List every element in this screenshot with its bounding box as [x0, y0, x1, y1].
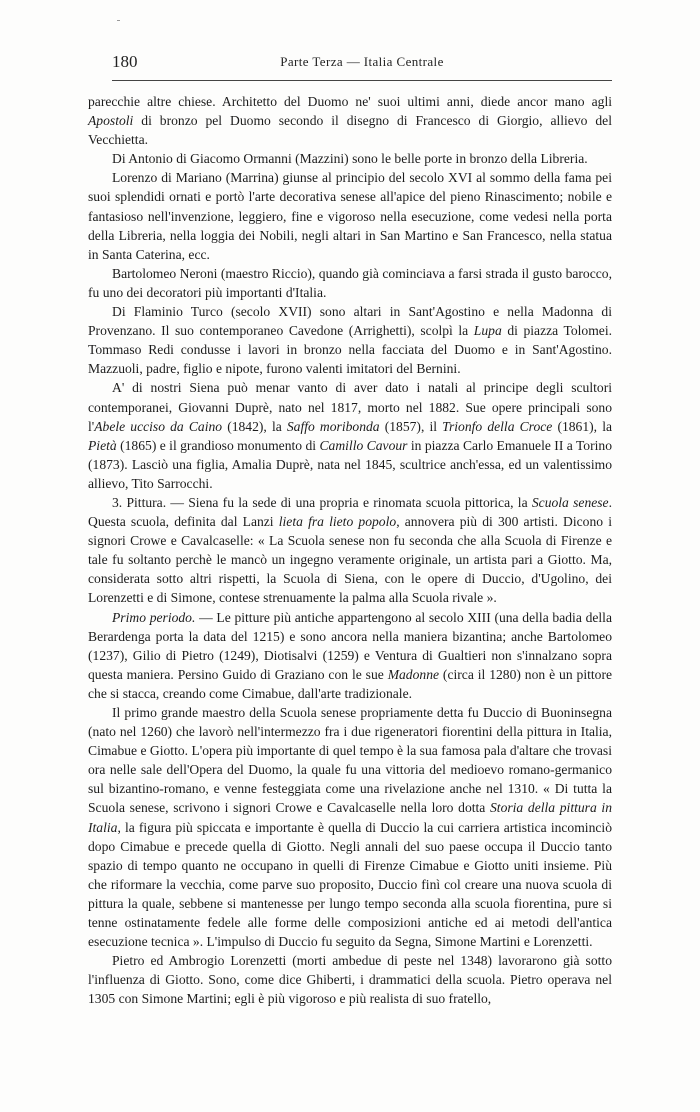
italic-title: Scuola senese [531, 494, 609, 510]
italic-title: Camillo Cavour [319, 437, 408, 453]
italic-title: Lupa [473, 323, 502, 339]
page-header [112, 52, 612, 74]
italic-title: Storia della pittura in Italia [88, 800, 612, 835]
italic-title: Saffo moribonda [286, 418, 380, 434]
paragraph: Di Flaminio Turco (secolo XVII) sono altari in Sant'Agostino e nella Madonna di Provenzano. Il suo contemporaneo Cavedone (Arrighetti), scolpì la Lupa di piazza Tolomei. Tommaso Redi condusse i lavori in bronzo nella facciata del Duomo e in Sant'Agostino. Mazzuoli, padre, figlio e nipote, furono valenti imitatori del Bernini. [88, 304, 612, 377]
page-speck [117, 20, 120, 21]
paragraph: A' di nostri Siena può menar vanto di aver dato i natali al principe degli scultori contemporanei, Giovanni Duprè, nato nel 1817, morto nel 1882. Sue opere principali sono l'Abele ucciso da Caino (1842), la Saffo moribonda (1857), il Trionfo della Croce (1861), la Pietà (1865) e il grandioso monumento di Camillo Cavour in piazza Carlo Emanuele II a Torino (1873). Lasciò una figlia, Amalia Duprè, nata nel 1845, scultrice anch'essa, ed un valentissimo allievo, Tito Sarrocchi. [88, 380, 613, 491]
header-rule [112, 80, 612, 81]
paragraph: 3. Pittura. — Siena fu la sede di una propria e rinomata scuola pittorica, la Scuola senese. Questa scuola, definita dal Lanzi lieta fra lieto popolo, annovera più di 300 artisti. Dicono i signori Crowe e Cavalcaselle: « La Scuola senese non fu seconda che alla Scuola di Firenze e tale fu soltanto perchè le mancò un ingegno veramente originale, un artista pari a Giotto. Ma, considerata sotto altri rispetti, la Scuola di Siena, con le opere di Duccio, d'Ugolino, dei Lorenzetti e di Simone, contese strenuamente la palma alla Scuola rivale ». [88, 494, 613, 606]
paragraph: Bartolomeo Neroni (maestro Riccio), quando già cominciava a farsi strada il gusto barocco, fu uno dei decoratori più importanti d'Italia. [88, 265, 612, 300]
italic-title: lieta fra lieto popolo [278, 514, 397, 530]
running-title: Parte Terza — Italia Centrale [280, 54, 444, 69]
paragraph: Il primo grande maestro della Scuola senese propriamente detta fu Duccio di Buoninsegna (nato nel 1260) che lavorò nell'intermezzo fra i due rigeneratori fiorentini della pittura in Italia, Cimabue e Giotto. L'opera più importante di quel tempo è la sua famosa pala d'altare che trovasi ora nelle sale dell'Opera del Duomo, la quale fu una vittoria del medioevo romano-germanico sul bizantino-romano, e venne festeggiata come una rivelazione anche nel 1310. « Di tutta la Scuola senese, scrivono i signori Crowe e Cavalcaselle nella loro dotta Storia della pittura in Italia, la figura più spiccata e importante è quella di Duccio la cui carriera artistica incominciò dopo Cimabue e precede quella di Giotto. Negli annali del suo paese occupa il Duccio tanto spazio di tempo quanto ne occupano in quelli di Firenze Cimabue e Giotto uniti insieme. Più che riformare la vecchia, come parve suo proposito, Duccio finì col creare una nuova scuola di pittura la quale, sebbene si mantenesse per lungo tempo seconda alla scuola fiorentina, pure si tenne ostinatamente fedele alle forme delle composizioni antiche ed ai metodi dell'antica esecuzione tecnica ». L'impulso di Duccio fu seguito da Segna, Simone Martini e Lorenzetti. [88, 705, 612, 950]
paragraph: Di Antonio di Giacomo Ormanni (Mazzini) sono le belle porte in bronzo della Libreria. [112, 151, 588, 167]
paragraph: Lorenzo di Mariano (Marrina) giunse al principio del secolo XVI al sommo della fama pei suoi splendidi ornati e portò l'arte decorativa senese all'apice del pieno Rinascimento; nobile e fantasioso nell'invenzione, leggiero, fine e vigoroso nella esecuzione, come vedesi nella porta della Libreria, nella loggia dei Nobili, negli altari in San Martino e San Francesco, nella statua in Santa Caterina, ecc. [88, 170, 612, 262]
italic-title: Pietà [88, 437, 117, 453]
italic-title: Apostoli [88, 113, 134, 129]
page-number: 180 [112, 52, 138, 71]
italic-title: Madonne [387, 666, 440, 682]
italic-title: Trionfo della Croce [442, 418, 553, 434]
paragraph: Pietro ed Ambrogio Lorenzetti (morti ambedue di peste nel 1348) lavorarono già sotto l'influenza di Giotto. Sono, come dice Ghiberti, i drammatici della scuola. Pietro operava nel 1305 con Simone Martini; egli è più vigoroso e più realista di suo fratello, [88, 953, 612, 1007]
italic-title: Primo periodo. [112, 609, 196, 625]
italic-title: Abele ucciso da Caino [94, 418, 223, 434]
paragraph: Primo periodo. — Le pitture più antiche appartengono al secolo XIII (una della badia della Berardenga porta la data del 1215) e sono ancora nella maniera bizantina; anche Bartolomeo (1237), Gilio di Pietro (1249), Diotisalvi (1259) e Ventura di Gualtieri non s'innalzano sopra questa maniera. Persino Guido di Graziano con le sue Madonne (circa il 1280) non è un pittore che si stacca, creando come Cimabue, dall'arte tradizionale. [88, 609, 613, 701]
body-text [88, 92, 612, 1009]
paragraph: parecchie altre chiese. Architetto del Duomo ne' suoi ultimi anni, diede ancor mano agli Apostoli di bronzo pel Duomo secondo il disegno di Francesco di Giorgio, allievo del Vecchietta. [88, 94, 612, 148]
